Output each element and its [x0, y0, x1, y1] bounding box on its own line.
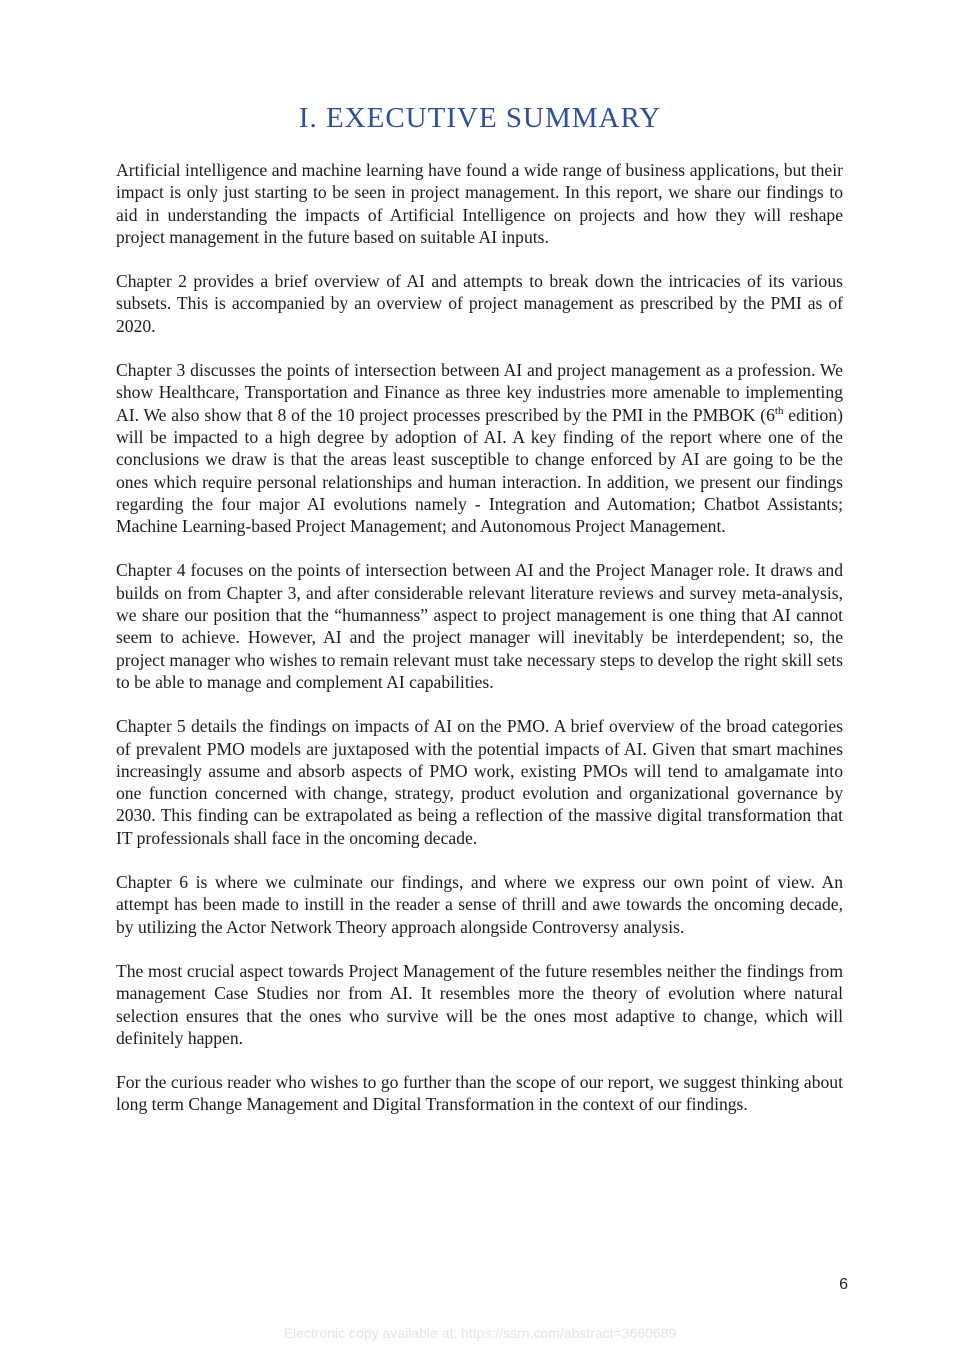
- paragraph-chapter-5: Chapter 5 details the findings on impacts of AI on the PMO. A brief overview of the broad categories of prevalent PMO models are juxtaposed with the potential impacts of AI. Given that smart machines increasingly assume and absorb aspects of PMO work, existing PMOs will tend to amalgamate into one function concerned with change, strategy, product evolution and organizational governance by 2030. This finding can be extrapolated as being a reflection of the massive digital transformation that IT professionals shall face in the oncoming decade.: [116, 716, 843, 848]
- paragraph-chapter-6: Chapter 6 is where we culminate our findings, and where we express our own point of view. An attempt has been made to instill in the reader a sense of thrill and awe towards the oncoming decade, by utilizing the Actor Network Theory approach alongside Controversy analysis.: [116, 872, 843, 937]
- section-heading: I. EXECUTIVE SUMMARY: [298, 102, 662, 134]
- paragraph-chapter-3-part-1: Chapter 3 discusses the points of intersection between AI and project management as a profession. We show Healthcare, Transportation and Finance as three key industries more amenable to implementing AI. We also show that 8 of the 10 project processes prescribed by the PMI in the PMBOK (6: [116, 360, 843, 425]
- paragraph-intro: Artificial intelligence and machine learning have found a wide range of business applications, but their impact is only just starting to be seen in project management. In this report, we share our findings to aid in understanding the impacts of Artificial Intelligence on projects and how they will reshape project management in the future based on suitable AI inputs.: [116, 160, 843, 247]
- paragraph-chapter-3: [116, 359, 843, 537]
- paragraph-chapter-4: Chapter 4 focuses on the points of intersection between AI and the Project Manager role. It draws and builds on from Chapter 3, and after considerable relevant literature reviews and survey meta-analysis, we share our position that the “humanness” aspect to project management is one thing that AI cannot seem to achieve. However, AI and the project manager will inevitably be interdependent; so, the project manager who wishes to remain relevant must take necessary steps to develop the right skill sets to be able to manage and complement AI capabilities.: [116, 560, 843, 692]
- body-text: [116, 159, 843, 1138]
- paragraph-chapter-2: Chapter 2 provides a brief overview of AI and attempts to break down the intricacies of its various subsets. This is accompanied by an overview of project management as prescribed by the PMI as of 2020.: [116, 271, 843, 336]
- paragraph-chapter-3-part-2: edition) will be impacted to a high degree by adoption of AI. A key finding of the report where one of the conclusions we draw is that the areas least susceptible to change enforced by AI are going to be the ones which require personal relationships and human interaction. In addition, we present our findings regarding the four major AI evolutions namely - Integration and Automation; Chatbot Assistants; Machine Learning-based Project Management; and Autonomous Project Management.: [116, 404, 843, 537]
- footer-watermark: Electronic copy available at: https://ssrn.com/abstract=3660689: [283, 1325, 677, 1341]
- ordinal-superscript: th: [774, 404, 784, 417]
- paragraph-crucial-aspect: The most crucial aspect towards Project Management of the future resembles neither the findings from management Case Studies nor from AI. It resembles more the theory of evolution where natural selection ensures that the ones who survive will be the ones most adaptive to change, which will definitely happen.: [116, 960, 843, 1048]
- page-number: 6: [839, 1276, 848, 1293]
- paragraph-further-reading: For the curious reader who wishes to go further than the scope of our report, we suggest thinking about long term Change Management and Digital Transformation in the context of our findings.: [116, 1072, 843, 1115]
